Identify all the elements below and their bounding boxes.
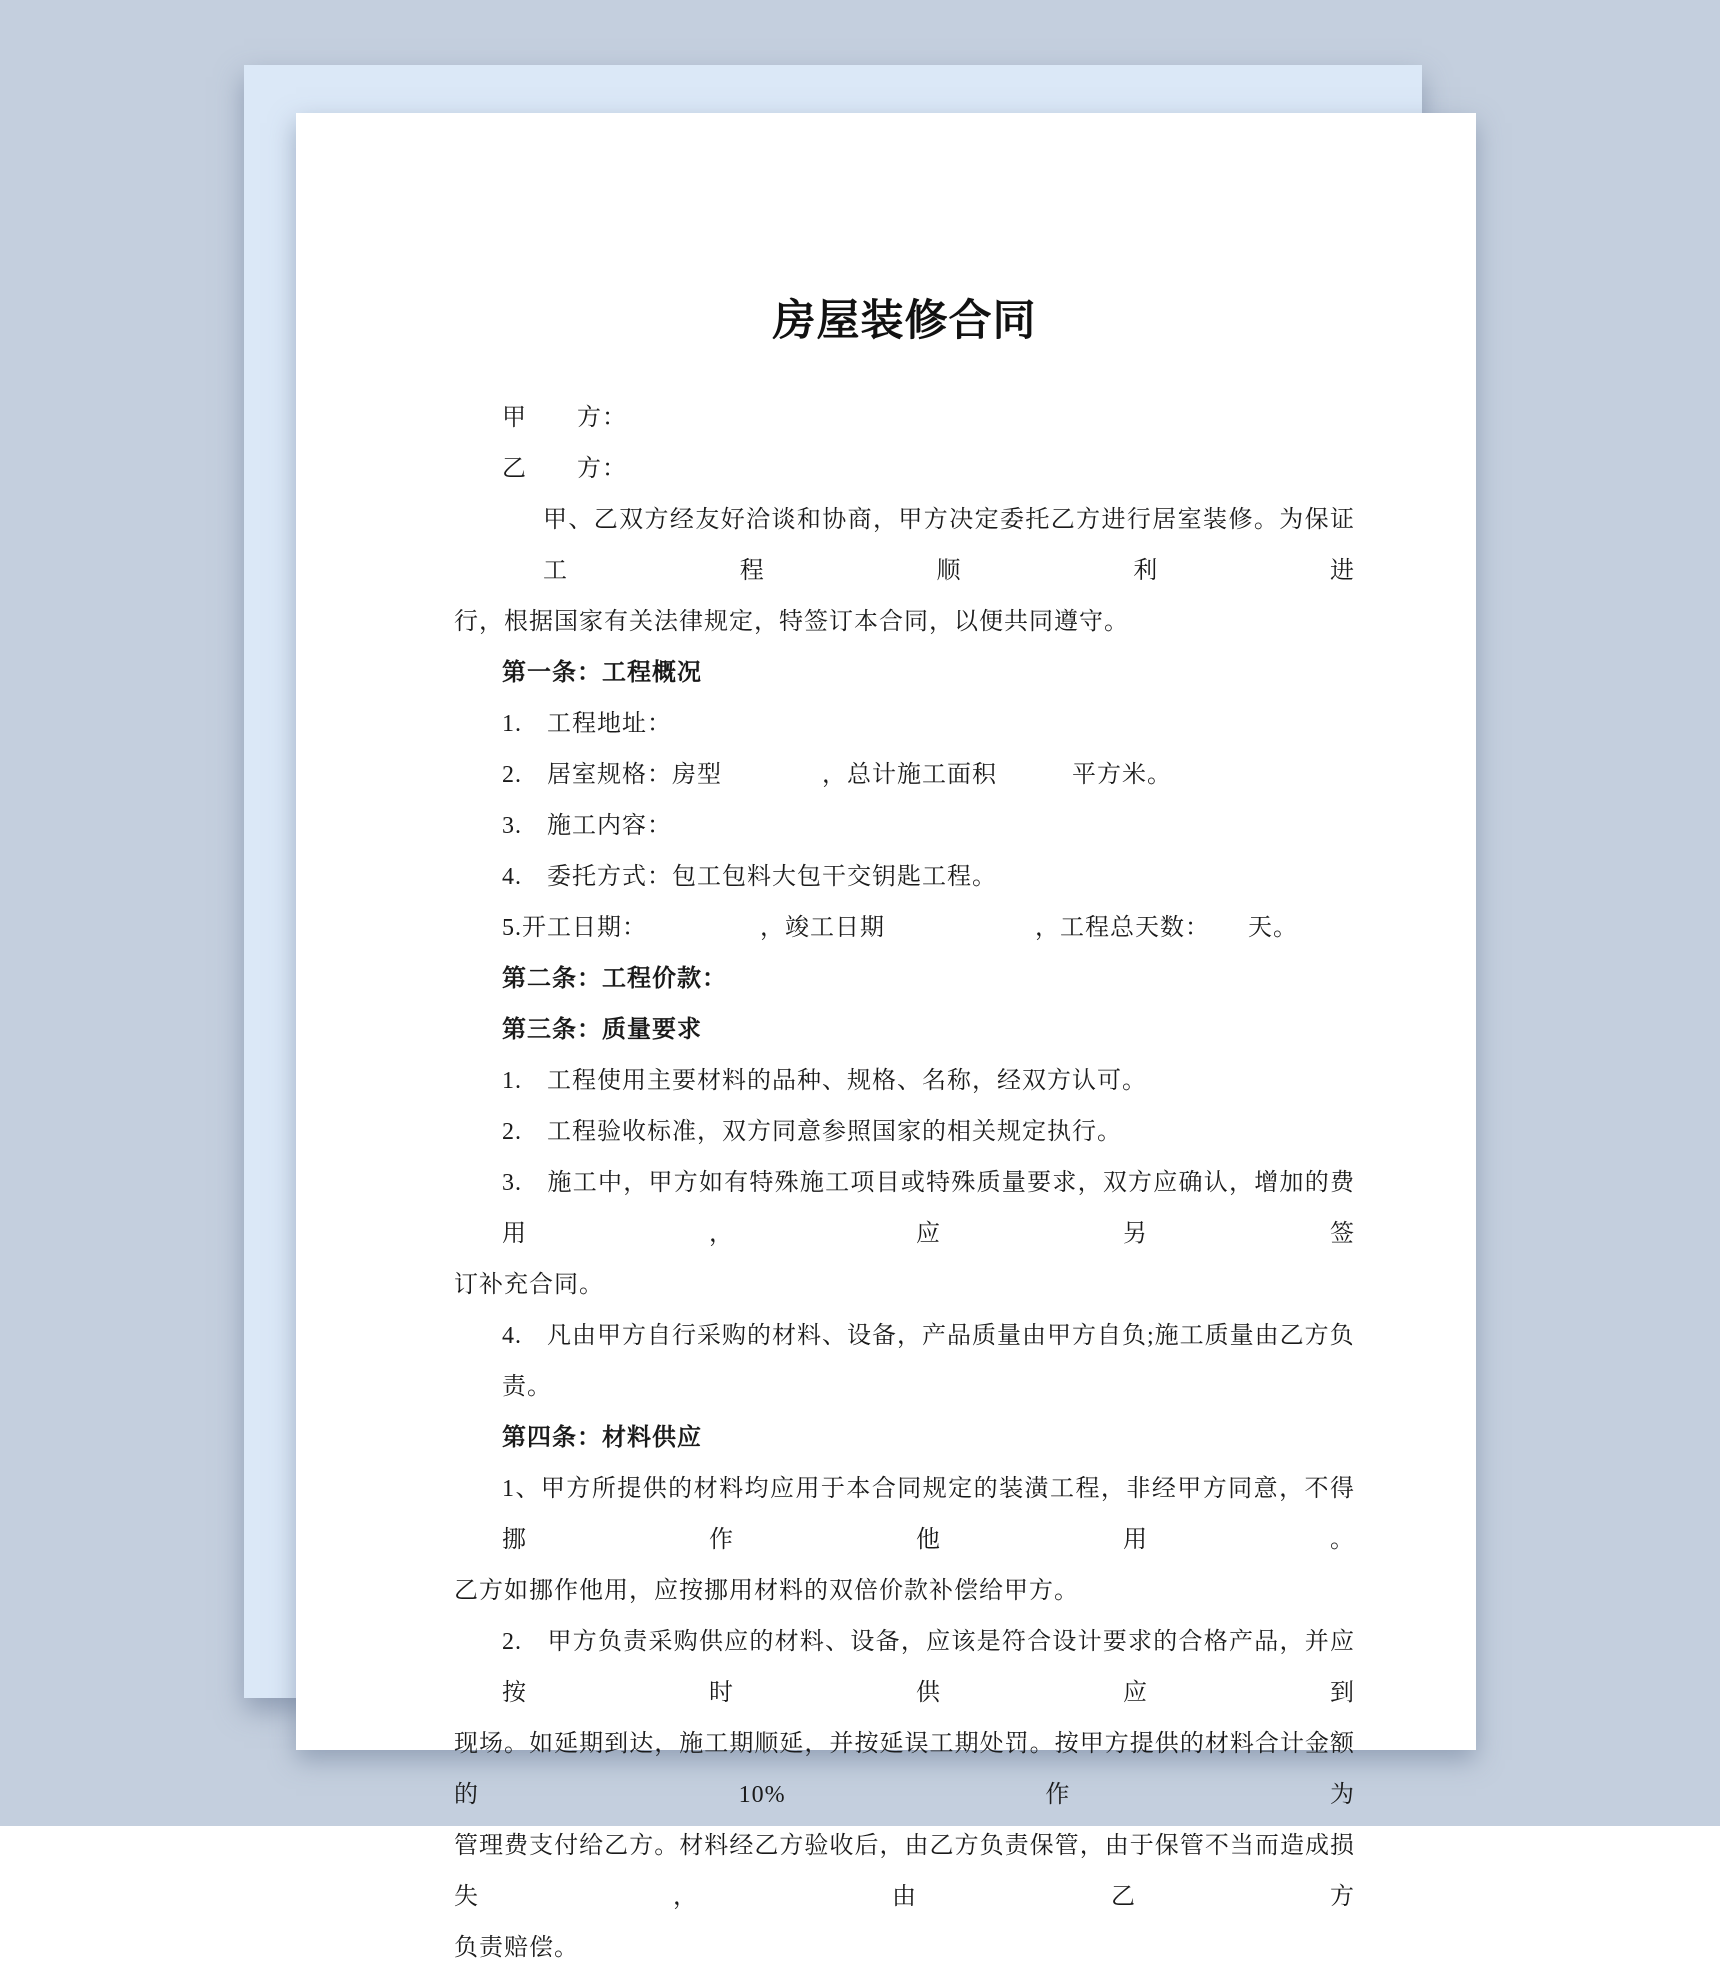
contract-line: 管理费支付给乙方。材料经乙方验收后，由乙方负责保管，由于保管不当而造成损失，由乙方 [454,1833,1355,1910]
contract-line: 第二条：工程价款： [502,966,727,992]
contract-line: 订补充合同。 [454,1272,604,1298]
contract-line: 现场。如延期到达，施工期顺延，并按延误工期处罚。按甲方提供的材料合计金额的10%作为 [454,1731,1355,1808]
document-page [296,113,1476,1961]
contract-line: 4. 凡由甲方自行采购的材料、设备，产品质量由甲方自负;施工质量由乙方负责。 [502,1323,1355,1400]
contract-line: 3. 施工内容： [502,813,672,839]
contract-line: 甲、乙双方经友好洽谈和协商，甲方决定委托乙方进行居室装修。为保证工程顺利进 [543,507,1355,584]
contract-line: 4. 委托方式：包工包料大包干交钥匙工程。 [502,864,997,890]
contract-line: 第三条：质量要求 [502,1017,702,1043]
contract-line: 负责赔偿。 [454,1935,579,1961]
document-body [454,393,1355,1974]
contract-line: 2. 甲方负责采购供应的材料、设备，应该是符合设计要求的合格产品，并应按时供应到 [502,1629,1355,1706]
contract-line: 第一条：工程概况 [502,660,702,686]
contract-line: 2. 居室规格：房型 ，总计施工面积 平方米。 [502,762,1172,788]
contract-line: 1. 工程地址： [502,711,672,737]
contract-line: 甲 方： [502,405,627,431]
contract-line: 1、甲方所提供的材料均应用于本合同规定的装潢工程，非经甲方同意，不得挪作他用。 [502,1476,1355,1553]
contract-line: 第四条：材料供应 [502,1425,702,1451]
contract-line: 3. 施工中，甲方如有特殊施工项目或特殊质量要求，双方应确认，增加的费用，应另签 [502,1170,1355,1247]
contract-line: 行，根据国家有关法律规定，特签订本合同，以便共同遵守。 [454,609,1129,635]
contract-line: 乙 方： [502,456,627,482]
contract-line: 5.开工日期： ，竣工日期 ，工程总天数： 天。 [502,915,1298,941]
document-title: 房屋装修合同 [772,297,1037,345]
contract-line: 2. 工程验收标准，双方同意参照国家的相关规定执行。 [502,1119,1122,1145]
contract-line: 1. 工程使用主要材料的品种、规格、名称，经双方认可。 [502,1068,1147,1094]
contract-line: 乙方如挪作他用，应按挪用材料的双倍价款补偿给甲方。 [454,1578,1079,1604]
